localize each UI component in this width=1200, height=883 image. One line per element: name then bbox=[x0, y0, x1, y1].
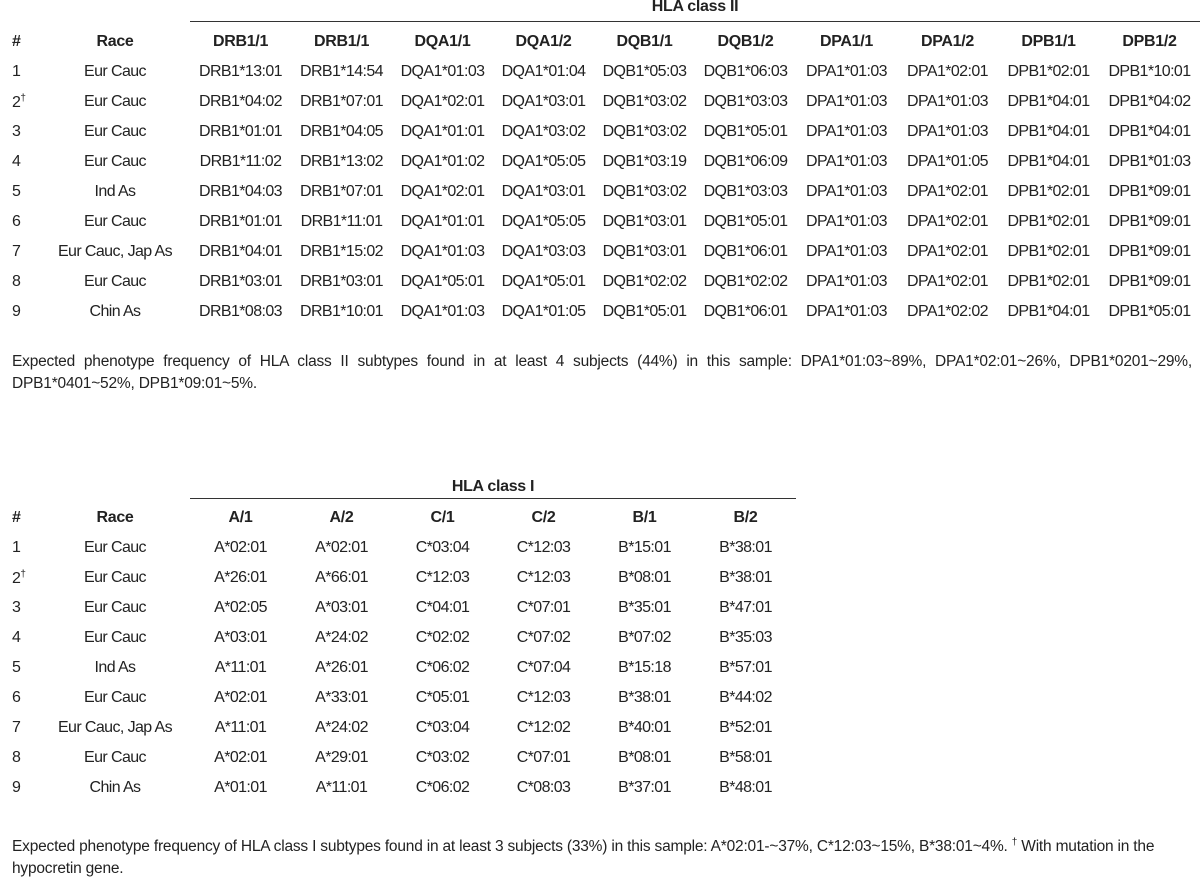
allele-cell: DQB1*03:03 bbox=[703, 183, 788, 200]
hla-class-i-group-header: HLA class I bbox=[190, 474, 796, 499]
allele-cell: A*26:01 bbox=[214, 569, 267, 586]
race-cell: Eur Cauc bbox=[84, 93, 146, 110]
allele-cell: DPB1*02:01 bbox=[1007, 243, 1090, 260]
row-number-text: 3 bbox=[12, 599, 21, 616]
allele-cell: DQB1*03:01 bbox=[602, 213, 687, 230]
allele-cell: C*04:01 bbox=[415, 599, 470, 616]
allele-cell: C*12:03 bbox=[516, 569, 571, 586]
allele-cell: DQB1*06:03 bbox=[703, 63, 788, 80]
allele-cell: DPA1*01:03 bbox=[907, 123, 988, 140]
allele-cell: DQB1*05:01 bbox=[703, 123, 788, 140]
mutation-mark: † bbox=[20, 92, 26, 104]
allele-cell: B*38:01 bbox=[719, 539, 772, 556]
table-row bbox=[0, 87, 1200, 117]
allele-cell: DPB1*01:03 bbox=[1108, 153, 1191, 170]
row-number-text: 9 bbox=[12, 779, 21, 796]
allele-cell: B*35:01 bbox=[618, 599, 671, 616]
allele-cell: DRB1*13:02 bbox=[300, 153, 383, 170]
allele-cell: DRB1*10:01 bbox=[300, 303, 383, 320]
allele-cell: C*12:03 bbox=[516, 539, 571, 556]
hla-class-ii-table bbox=[0, 27, 1200, 327]
row-number bbox=[0, 297, 40, 327]
table-row bbox=[0, 207, 1200, 237]
allele-cell: C*07:04 bbox=[516, 659, 571, 676]
column-header: DQB1/1 bbox=[616, 33, 673, 50]
race-cell: Eur Cauc bbox=[84, 213, 146, 230]
allele-cell: C*12:03 bbox=[516, 689, 571, 706]
allele-cell: DPB1*09:01 bbox=[1108, 243, 1191, 260]
race-cell: Eur Cauc bbox=[84, 629, 146, 646]
header-row bbox=[0, 503, 796, 533]
allele-cell: A*02:01 bbox=[315, 539, 368, 556]
allele-cell: DQA1*03:02 bbox=[501, 123, 586, 140]
table-row bbox=[0, 147, 1200, 177]
allele-cell: DQA1*05:01 bbox=[501, 273, 586, 290]
row-number-text: 7 bbox=[12, 243, 21, 260]
allele-cell: DQA1*01:02 bbox=[400, 153, 485, 170]
column-header: C/2 bbox=[531, 509, 556, 526]
allele-cell: C*03:04 bbox=[415, 719, 470, 736]
row-number bbox=[0, 533, 40, 563]
allele-cell: A*11:01 bbox=[214, 659, 267, 676]
row-number bbox=[0, 653, 40, 683]
header-row bbox=[0, 27, 1200, 57]
race-cell: Chin As bbox=[89, 303, 141, 320]
allele-cell: DQB1*02:02 bbox=[703, 273, 788, 290]
allele-cell: DRB1*04:02 bbox=[199, 93, 282, 110]
race-cell: Eur Cauc bbox=[84, 273, 146, 290]
race-cell: Eur Cauc bbox=[84, 123, 146, 140]
allele-cell: DQB1*03:02 bbox=[602, 183, 687, 200]
allele-cell: B*47:01 bbox=[719, 599, 772, 616]
row-number bbox=[0, 593, 40, 623]
column-header: DRB1/1 bbox=[212, 33, 269, 50]
race-cell: Eur Cauc bbox=[84, 153, 146, 170]
mutation-mark: † bbox=[20, 568, 26, 580]
row-number-text: 9 bbox=[12, 303, 21, 320]
allele-cell: DPB1*04:01 bbox=[1108, 123, 1191, 140]
allele-cell: A*33:01 bbox=[315, 689, 368, 706]
row-number-text: 1 bbox=[12, 63, 21, 80]
allele-cell: B*48:01 bbox=[719, 779, 772, 796]
row-number bbox=[0, 563, 40, 593]
allele-cell: DPA1*01:03 bbox=[806, 273, 887, 290]
allele-cell: DQB1*03:19 bbox=[602, 153, 687, 170]
allele-cell: DPA1*02:01 bbox=[907, 213, 988, 230]
allele-cell: DQA1*05:01 bbox=[400, 273, 485, 290]
allele-cell: B*58:01 bbox=[719, 749, 772, 766]
allele-cell: B*40:01 bbox=[618, 719, 671, 736]
column-header: DPB1/2 bbox=[1122, 33, 1177, 50]
allele-cell: DPA1*01:03 bbox=[806, 213, 887, 230]
race-cell: Chin As bbox=[89, 779, 141, 796]
allele-cell: DPA1*01:03 bbox=[806, 243, 887, 260]
allele-cell: DQB1*06:01 bbox=[703, 303, 788, 320]
allele-cell: DPB1*02:01 bbox=[1007, 183, 1090, 200]
allele-cell: DPA1*01:03 bbox=[806, 303, 887, 320]
allele-cell: C*08:03 bbox=[516, 779, 571, 796]
row-number-text: 6 bbox=[12, 689, 21, 706]
row-number-text: 4 bbox=[12, 153, 21, 170]
column-header: DPA1/1 bbox=[819, 33, 874, 50]
allele-cell: DQB1*05:03 bbox=[602, 63, 687, 80]
allele-cell: DQA1*05:05 bbox=[501, 153, 586, 170]
row-number bbox=[0, 267, 40, 297]
allele-cell: DQA1*01:03 bbox=[400, 63, 485, 80]
allele-cell: DRB1*08:03 bbox=[199, 303, 282, 320]
allele-cell: DPB1*04:02 bbox=[1108, 93, 1191, 110]
allele-cell: DRB1*03:01 bbox=[300, 273, 383, 290]
allele-cell: DRB1*04:01 bbox=[199, 243, 282, 260]
column-header: DQA1/1 bbox=[414, 33, 471, 50]
allele-cell: DQA1*01:01 bbox=[400, 123, 485, 140]
allele-cell: B*37:01 bbox=[618, 779, 671, 796]
column-header: # bbox=[12, 33, 21, 50]
column-header: Race bbox=[96, 509, 134, 526]
table-row bbox=[0, 57, 1200, 87]
allele-cell: DPA1*01:03 bbox=[806, 183, 887, 200]
allele-cell: DQB1*06:01 bbox=[703, 243, 788, 260]
column-header: B/1 bbox=[632, 509, 657, 526]
allele-cell: DQA1*03:03 bbox=[501, 243, 586, 260]
allele-cell: DQB1*06:09 bbox=[703, 153, 788, 170]
allele-cell: B*07:02 bbox=[618, 629, 671, 646]
hla-class-ii-group-header: HLA class II bbox=[190, 0, 1200, 22]
row-number-text: 2 bbox=[12, 93, 21, 111]
allele-cell: DRB1*04:03 bbox=[199, 183, 282, 200]
hla-class-ii-note: Expected phenotype frequency of HLA class II subtypes found in at least 4 subjects (44%) in this sample: DPA1*01:03~89%, DPA1*02:01~26%, DPB1*0201~29%, DPB1*0401~52%, DPB1*09:01~5%. bbox=[12, 353, 1192, 392]
allele-cell: DQB1*02:02 bbox=[602, 273, 687, 290]
allele-cell: A*26:01 bbox=[315, 659, 368, 676]
row-number bbox=[0, 57, 40, 87]
allele-cell: B*44:02 bbox=[719, 689, 772, 706]
column-header: Race bbox=[96, 33, 134, 50]
allele-cell: C*07:01 bbox=[516, 599, 571, 616]
allele-cell: A*01:01 bbox=[214, 779, 267, 796]
allele-cell: DQA1*05:05 bbox=[501, 213, 586, 230]
allele-cell: C*07:02 bbox=[516, 629, 571, 646]
allele-cell: DRB1*13:01 bbox=[199, 63, 282, 80]
row-number-text: 3 bbox=[12, 123, 21, 140]
allele-cell: A*02:01 bbox=[214, 749, 267, 766]
table-row bbox=[0, 117, 1200, 147]
row-number bbox=[0, 743, 40, 773]
allele-cell: C*05:01 bbox=[415, 689, 470, 706]
allele-cell: C*07:01 bbox=[516, 749, 571, 766]
table-row bbox=[0, 297, 1200, 327]
table-row bbox=[0, 177, 1200, 207]
allele-cell: A*02:01 bbox=[214, 539, 267, 556]
row-number bbox=[0, 773, 40, 803]
allele-cell: B*38:01 bbox=[618, 689, 671, 706]
table-row bbox=[0, 533, 796, 563]
race-cell: Eur Cauc bbox=[84, 63, 146, 80]
allele-cell: DQB1*03:02 bbox=[602, 93, 687, 110]
note-text: Expected phenotype frequency of HLA class I subtypes found in at least 3 subjects (33%) in this sample: A*02:01-~37%, C*12:03~15%, B*38:01~4%. bbox=[12, 838, 1008, 855]
allele-cell: DPA1*01:05 bbox=[907, 153, 988, 170]
allele-cell: DPB1*04:01 bbox=[1007, 123, 1090, 140]
allele-cell: DRB1*14:54 bbox=[300, 63, 383, 80]
hla-class-i-table bbox=[0, 503, 796, 803]
allele-cell: A*02:05 bbox=[214, 599, 267, 616]
allele-cell: B*52:01 bbox=[719, 719, 772, 736]
allele-cell: DQB1*03:02 bbox=[602, 123, 687, 140]
allele-cell: DQA1*01:05 bbox=[501, 303, 586, 320]
row-number bbox=[0, 87, 40, 117]
allele-cell: DQA1*01:04 bbox=[501, 63, 586, 80]
allele-cell: DPA1*02:01 bbox=[907, 183, 988, 200]
row-number-text: 2 bbox=[12, 569, 21, 587]
column-header: DQB1/2 bbox=[717, 33, 774, 50]
allele-cell: B*08:01 bbox=[618, 749, 671, 766]
race-cell: Eur Cauc bbox=[84, 689, 146, 706]
allele-cell: DRB1*11:02 bbox=[199, 153, 282, 170]
allele-cell: A*24:02 bbox=[315, 719, 368, 736]
allele-cell: B*35:03 bbox=[719, 629, 772, 646]
column-header: # bbox=[12, 509, 21, 526]
allele-cell: A*11:01 bbox=[214, 719, 267, 736]
allele-cell: C*12:02 bbox=[516, 719, 571, 736]
allele-cell: DPA1*01:03 bbox=[806, 123, 887, 140]
allele-cell: DQA1*01:01 bbox=[400, 213, 485, 230]
allele-cell: DPB1*10:01 bbox=[1108, 63, 1191, 80]
allele-cell: B*08:01 bbox=[618, 569, 671, 586]
allele-cell: DPB1*02:01 bbox=[1007, 273, 1090, 290]
row-number-text: 6 bbox=[12, 213, 21, 230]
allele-cell: DQB1*03:01 bbox=[602, 243, 687, 260]
allele-cell: A*02:01 bbox=[214, 689, 267, 706]
column-header: C/1 bbox=[430, 509, 455, 526]
allele-cell: DQA1*02:01 bbox=[400, 183, 485, 200]
allele-cell: DPB1*04:01 bbox=[1007, 153, 1090, 170]
race-cell: Eur Cauc bbox=[84, 539, 146, 556]
allele-cell: DPA1*02:01 bbox=[907, 63, 988, 80]
table-row bbox=[0, 593, 796, 623]
allele-cell: C*06:02 bbox=[415, 779, 470, 796]
hla-class-i-note bbox=[12, 832, 1192, 880]
row-number-text: 1 bbox=[12, 539, 21, 556]
allele-cell: DPB1*09:01 bbox=[1108, 273, 1191, 290]
allele-cell: DPA1*01:03 bbox=[806, 63, 887, 80]
allele-cell: DRB1*07:01 bbox=[300, 93, 383, 110]
allele-cell: DRB1*01:01 bbox=[199, 123, 282, 140]
row-number bbox=[0, 147, 40, 177]
allele-cell: DPB1*04:01 bbox=[1007, 93, 1090, 110]
row-number-text: 5 bbox=[12, 659, 21, 676]
allele-cell: DPA1*01:03 bbox=[806, 153, 887, 170]
table-row bbox=[0, 713, 796, 743]
row-number bbox=[0, 207, 40, 237]
allele-cell: DPB1*04:01 bbox=[1007, 303, 1090, 320]
allele-cell: B*57:01 bbox=[719, 659, 772, 676]
footnote-mark: † bbox=[1011, 837, 1018, 848]
allele-cell: DPA1*01:03 bbox=[907, 93, 988, 110]
allele-cell: B*15:18 bbox=[618, 659, 671, 676]
column-header: A/1 bbox=[228, 509, 253, 526]
allele-cell: C*03:04 bbox=[415, 539, 470, 556]
table-row bbox=[0, 653, 796, 683]
row-number bbox=[0, 237, 40, 267]
allele-cell: C*12:03 bbox=[415, 569, 470, 586]
allele-cell: DPA1*02:01 bbox=[907, 273, 988, 290]
allele-cell: A*03:01 bbox=[214, 629, 267, 646]
allele-cell: DQB1*03:03 bbox=[703, 93, 788, 110]
allele-cell: DPA1*02:02 bbox=[907, 303, 988, 320]
allele-cell: DRB1*01:01 bbox=[199, 213, 282, 230]
table-row bbox=[0, 773, 796, 803]
allele-cell: A*66:01 bbox=[315, 569, 368, 586]
column-header: A/2 bbox=[329, 509, 354, 526]
row-number-text: 7 bbox=[12, 719, 21, 736]
allele-cell: DRB1*03:01 bbox=[199, 273, 282, 290]
table-row bbox=[0, 237, 1200, 267]
row-number-text: 8 bbox=[12, 749, 21, 766]
row-number bbox=[0, 623, 40, 653]
allele-cell: DPB1*02:01 bbox=[1007, 213, 1090, 230]
row-number bbox=[0, 117, 40, 147]
column-header: DPB1/1 bbox=[1021, 33, 1076, 50]
row-number bbox=[0, 683, 40, 713]
row-number bbox=[0, 177, 40, 207]
race-cell: Eur Cauc, Jap As bbox=[57, 243, 173, 260]
row-number-text: 5 bbox=[12, 183, 21, 200]
allele-cell: C*06:02 bbox=[415, 659, 470, 676]
allele-cell: DQB1*05:01 bbox=[703, 213, 788, 230]
table-row bbox=[0, 563, 796, 593]
allele-cell: A*11:01 bbox=[315, 779, 368, 796]
column-header: DQA1/2 bbox=[515, 33, 572, 50]
allele-cell: DPB1*05:01 bbox=[1108, 303, 1191, 320]
allele-cell: DRB1*04:05 bbox=[300, 123, 383, 140]
row-number bbox=[0, 713, 40, 743]
allele-cell: DRB1*07:01 bbox=[300, 183, 383, 200]
allele-cell: C*02:02 bbox=[415, 629, 470, 646]
race-cell: Eur Cauc bbox=[84, 569, 146, 586]
race-cell: Ind As bbox=[94, 183, 136, 200]
allele-cell: DQA1*03:01 bbox=[501, 93, 586, 110]
row-number-text: 4 bbox=[12, 629, 21, 646]
allele-cell: DQA1*01:03 bbox=[400, 303, 485, 320]
allele-cell: DQA1*01:03 bbox=[400, 243, 485, 260]
allele-cell: B*38:01 bbox=[719, 569, 772, 586]
allele-cell: DPB1*02:01 bbox=[1007, 63, 1090, 80]
column-header: DRB1/1 bbox=[313, 33, 370, 50]
allele-cell: DQB1*05:01 bbox=[602, 303, 687, 320]
row-number-text: 8 bbox=[12, 273, 21, 290]
allele-cell: DQA1*02:01 bbox=[400, 93, 485, 110]
allele-cell: DPB1*09:01 bbox=[1108, 213, 1191, 230]
table-row bbox=[0, 267, 1200, 297]
allele-cell: DRB1*15:02 bbox=[300, 243, 383, 260]
race-cell: Ind As bbox=[94, 659, 136, 676]
allele-cell: DPB1*09:01 bbox=[1108, 183, 1191, 200]
allele-cell: DQA1*03:01 bbox=[501, 183, 586, 200]
allele-cell: C*03:02 bbox=[415, 749, 470, 766]
column-header: B/2 bbox=[733, 509, 758, 526]
allele-cell: A*03:01 bbox=[315, 599, 368, 616]
table-row bbox=[0, 683, 796, 713]
race-cell: Eur Cauc, Jap As bbox=[57, 719, 173, 736]
allele-cell: DPA1*02:01 bbox=[907, 243, 988, 260]
allele-cell: DPA1*01:03 bbox=[806, 93, 887, 110]
allele-cell: B*15:01 bbox=[618, 539, 671, 556]
allele-cell: DRB1*11:01 bbox=[300, 213, 383, 230]
race-cell: Eur Cauc bbox=[84, 749, 146, 766]
footnote-text: With mutation in the hypocretin gene. bbox=[12, 838, 1155, 877]
table-row bbox=[0, 743, 796, 773]
allele-cell: A*24:02 bbox=[315, 629, 368, 646]
race-cell: Eur Cauc bbox=[84, 599, 146, 616]
table-row bbox=[0, 623, 796, 653]
allele-cell: A*29:01 bbox=[315, 749, 368, 766]
column-header: DPA1/2 bbox=[920, 33, 975, 50]
